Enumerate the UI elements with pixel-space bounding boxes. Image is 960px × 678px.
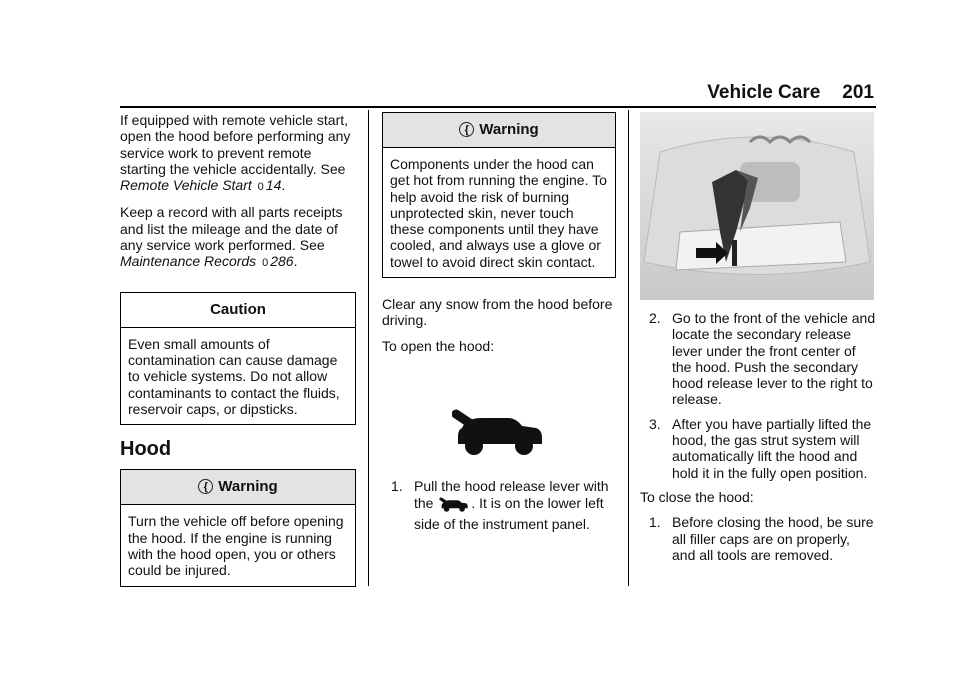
step-number: 2. — [649, 310, 661, 326]
close-steps-list — [640, 514, 876, 563]
column-2 — [382, 112, 616, 540]
section-title-header: Vehicle Care — [707, 82, 821, 103]
open-hood-intro: To open the hood: — [382, 337, 495, 354]
step-1 — [382, 478, 616, 532]
page-number: 201 — [842, 82, 874, 103]
open-steps-list-cont — [640, 310, 876, 481]
step-number: 3. — [649, 415, 661, 432]
remote-start-paragraph — [120, 112, 356, 195]
hood-release-icon — [452, 398, 544, 456]
step-text: Pull the hood release lever with the — [414, 477, 609, 512]
xref-page[interactable]: 14 — [265, 177, 282, 194]
records-paragraph — [120, 204, 356, 271]
warning-title: Warning — [479, 121, 539, 138]
warning-icon: { — [459, 122, 474, 137]
step-3 — [640, 416, 876, 481]
hood-heading: Hood — [120, 438, 172, 461]
secondary-hood-release-photo — [640, 112, 874, 300]
period: . — [281, 177, 286, 194]
warning-body: Components under the hood can get hot from running the engine. To help avoid the risk of burning unprotected skin, never touch these components until they have cooled, and always use a glove or towel to avoid direct skin contact. — [390, 156, 607, 270]
warning-body: Turn the vehicle off before opening the hood. If the engine is running with the hood open, you or others could be injured. — [128, 513, 344, 579]
step-text: After you have partially lifted the hood, the gas strut system will automatically lift the hood and hold it in the fully open position. — [672, 415, 872, 481]
step-text-cont: . It is on the lower left side of the instrument panel. — [414, 495, 604, 532]
close-step-1 — [640, 514, 876, 563]
xref-arrow: 0 — [257, 181, 264, 194]
open-steps-list — [382, 478, 616, 532]
xref-page[interactable]: 286 — [270, 253, 294, 270]
caution-title: Caution — [121, 293, 355, 328]
warning-box-1 — [120, 469, 356, 586]
step-number: 1. — [391, 477, 403, 494]
page-header — [707, 82, 874, 104]
step-text: Go to the front of the vehicle and locate the secondary release lever under the front center of the hood. Push the secondary hood release lever to the right to release. — [672, 310, 876, 408]
caution-box — [120, 292, 356, 425]
warning-header — [121, 470, 355, 505]
column-divider-1 — [368, 110, 369, 586]
xref-arrow: 0 — [262, 257, 269, 270]
hood-release-inline-icon — [438, 494, 470, 515]
warning-box-2 — [382, 112, 616, 278]
maintenance-records-link[interactable]: Maintenance Records — [120, 253, 257, 270]
close-hood-intro: To close the hood: — [640, 488, 754, 505]
column-1 — [120, 112, 356, 587]
paragraph-text: If equipped with remote vehicle start, open the hood before performing any service work to prevent remote starting the vehicle accidentally. See — [120, 112, 351, 177]
header-rule — [120, 106, 876, 108]
remote-start-link[interactable]: Remote Vehicle Start — [120, 177, 252, 194]
step-number: 1. — [649, 514, 661, 531]
step-text: Before closing the hood, be sure all filler caps are on properly, and all tools are removed. — [672, 514, 874, 563]
warning-title: Warning — [218, 478, 278, 496]
column-divider-2 — [628, 110, 629, 586]
caution-body: Even small amounts of contamination can cause damage to vehicle systems. Do not allow contaminants to contact the fluids, reservoir caps, or dipsticks. — [128, 335, 340, 417]
period: . — [293, 253, 298, 270]
snow-paragraph: Clear any snow from the hood before driving. — [382, 296, 613, 329]
warning-icon: { — [198, 479, 213, 494]
step-2 — [640, 310, 876, 408]
column-3 — [640, 112, 876, 571]
warning-header — [383, 113, 615, 148]
paragraph-text: Keep a record with all parts receipts and list the mileage and the date of any service work performed. See — [120, 204, 343, 254]
